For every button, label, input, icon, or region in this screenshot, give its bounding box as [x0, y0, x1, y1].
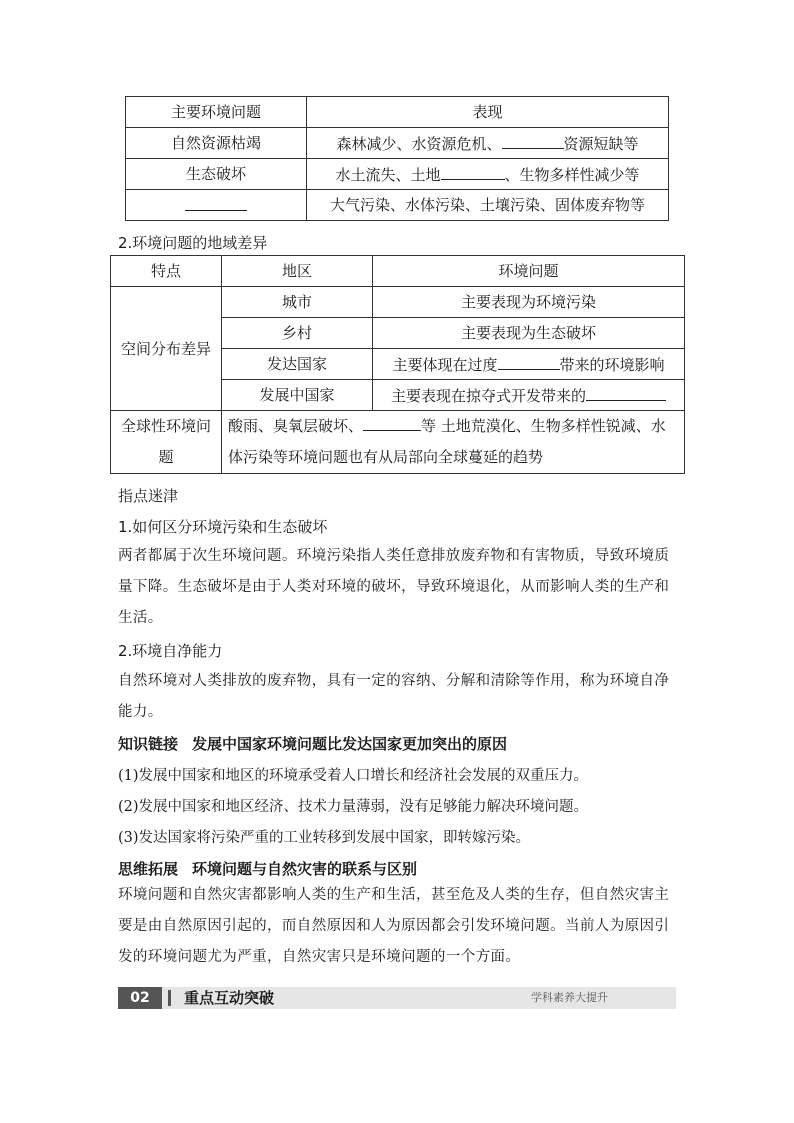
section-divider — [168, 990, 171, 1006]
tips-heading: 指点迷津 — [118, 487, 179, 505]
manifestation-cell: 水土流失、土地 、生物多样性减少等 — [307, 159, 669, 190]
list-item: (3)发达国家将污染严重的工业转移到发展中国家，即转嫁污染。 — [118, 830, 531, 846]
region-cell: 发展中国家 — [222, 380, 373, 411]
list-item: (2)发展中国家和地区经济、技术力量薄弱，没有足够能力解决环境问题。 — [118, 799, 589, 815]
environment-issues-table — [125, 96, 669, 221]
tips-paragraph: 自然环境对人类排放的废弃物，具有一定的容纳、分解和清除等作用，称为环境自净能力。 — [118, 673, 670, 720]
section-subtitle: 学科素养大提升 — [531, 991, 608, 1004]
problem-cell: 主要表现在掠夺式开发带来的 — [373, 380, 685, 411]
problem-cell: 主要表现为生态破坏 — [373, 318, 685, 349]
fill-blank[interactable] — [502, 132, 564, 149]
table-header-cell: 环境问题 — [373, 256, 685, 287]
manifestation-cell: 森林减少、水资源危机、 资源短缺等 — [307, 128, 669, 159]
thinking-label: 思维拓展 — [118, 860, 179, 878]
manifestation-cell: 大气污染、水体污染、土壤污染、固体废弃物等 — [307, 190, 669, 221]
fill-blank[interactable] — [441, 163, 505, 180]
tips-paragraph: 两者都属于次生环境问题。环境污染指人类任意排放废弃物和有害物质，导致环境质量下降。生态破坏是由于人类对环境的破坏，导致环境退化，从而影响人类的生产和生活。 — [118, 548, 670, 626]
fill-blank[interactable] — [363, 414, 421, 431]
tips-question-title: 2.环境自净能力 — [118, 642, 223, 660]
region-cell: 发达国家 — [222, 349, 373, 380]
regional-differences-table — [110, 255, 685, 474]
feature-cell: 空间分布差异 — [111, 287, 222, 411]
table-header-cell: 特点 — [111, 256, 222, 287]
tips-question-title: 1.如何区分环境污染和生态破坏 — [118, 518, 328, 536]
list-item: (1)发展中国家和地区的环境承受着人口增长和经济社会发展的双重压力。 — [118, 768, 589, 784]
fill-blank[interactable] — [586, 384, 666, 401]
table-row — [111, 411, 685, 474]
section-heading: 2.环境问题的地域差异 — [118, 234, 268, 252]
feature-cell: 全球性环境问题 — [111, 411, 222, 474]
problem-cell: 主要体现在过度 带来的环境影响 — [373, 349, 685, 380]
table-row — [126, 159, 669, 190]
table-header-cell: 主要环境问题 — [126, 97, 307, 128]
table-row — [126, 128, 669, 159]
fill-blank[interactable] — [185, 194, 247, 211]
knowledge-label: 知识链接 — [118, 735, 179, 753]
thinking-paragraph: 环境问题和自然灾害都影响人类的生产和生活，甚至危及人类的生存，但自然灾害主要是由自然原因引起的，而自然原因和人为原因都会引发环境问题。当前人为原因引发的环境问题尤为严重，自然灾害只是环境问题的一个方面。 — [118, 887, 670, 965]
section-number: 02 — [118, 987, 162, 1009]
table-header-cell: 地区 — [222, 256, 373, 287]
knowledge-title: 发展中国家环境问题比发达国家更加突出的原因 — [192, 735, 508, 753]
issue-cell: 自然资源枯竭 — [126, 128, 307, 159]
thinking-heading — [118, 858, 417, 880]
section-bar — [118, 987, 676, 1009]
table-header-cell: 表现 — [307, 97, 669, 128]
table-row — [126, 190, 669, 221]
fill-blank[interactable] — [498, 353, 560, 370]
table-row — [111, 287, 685, 318]
section-title: 重点互动突破 — [184, 989, 275, 1007]
problem-cell: 酸雨、臭氧层破坏、 等 土地荒漠化、生物多样性锐减、水体污染等环境问题也有从局部向全球蔓延的趋势 — [222, 411, 685, 474]
knowledge-heading — [118, 733, 507, 755]
region-cell: 乡村 — [222, 318, 373, 349]
thinking-title: 环境问题与自然灾害的联系与区别 — [192, 860, 418, 878]
issue-cell: 生态破坏 — [126, 159, 307, 190]
issue-cell — [126, 190, 307, 221]
region-cell: 城市 — [222, 287, 373, 318]
problem-cell: 主要表现为环境污染 — [373, 287, 685, 318]
